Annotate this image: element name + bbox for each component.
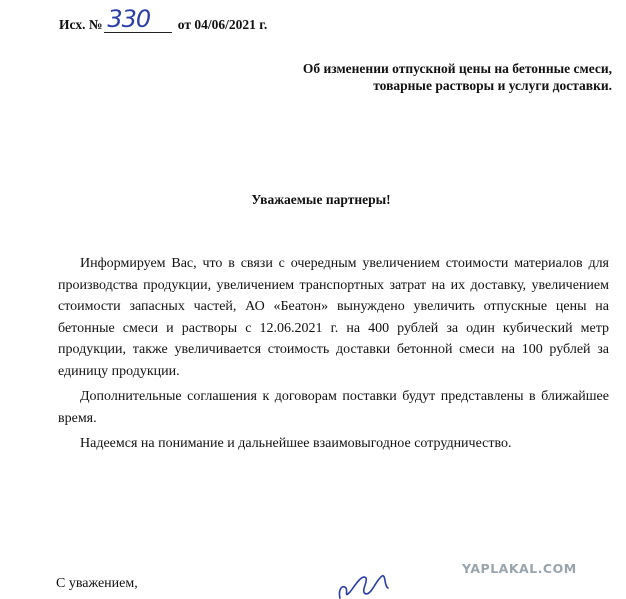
watermark: YAPLAKAL.COM: [462, 561, 577, 576]
body-paragraph-2: Дополнительные соглашения к договорам поставки будут представлены в ближайшее время.: [58, 389, 609, 426]
ref-date: от 04/06/2021 г.: [177, 17, 268, 32]
letter-subject: [282, 60, 612, 94]
ref-number-handwritten: 330: [107, 5, 151, 33]
body-paragraph-1: Информируем Вас, что в связи с очередным увеличением стоимости материалов для производства продукции, увеличением транспортных затрат на их доставку, увеличением стоимости запасных частей, АО «Беатон» вынуждено увеличить отпускные цены на бетонные смеси и растворы с 12.06.2021 г. на 400 рублей за один кубический метр продукции, также увеличивается стоимость доставки бетонной смеси на 100 рублей за единицу продукции.: [58, 256, 609, 379]
closing-salutation: С уважением,: [56, 576, 138, 591]
body-paragraph-3: Надеемся на понимание и дальнейшее взаимовыгодное сотрудничество.: [80, 436, 512, 451]
subject-line-2: товарные растворы и услуги доставки.: [373, 78, 612, 93]
letter-body: [58, 253, 609, 459]
ref-prefix: Исх. №: [59, 17, 103, 32]
signature-stroke: [339, 576, 388, 598]
ref-number-field: [104, 5, 172, 33]
greeting: Уважаемые партнеры!: [251, 192, 391, 207]
subject-line-1: Об изменении отпускной цены на бетонные смеси,: [302, 61, 612, 76]
outgoing-reference: [59, 5, 268, 33]
signature-scribble: [326, 570, 406, 599]
